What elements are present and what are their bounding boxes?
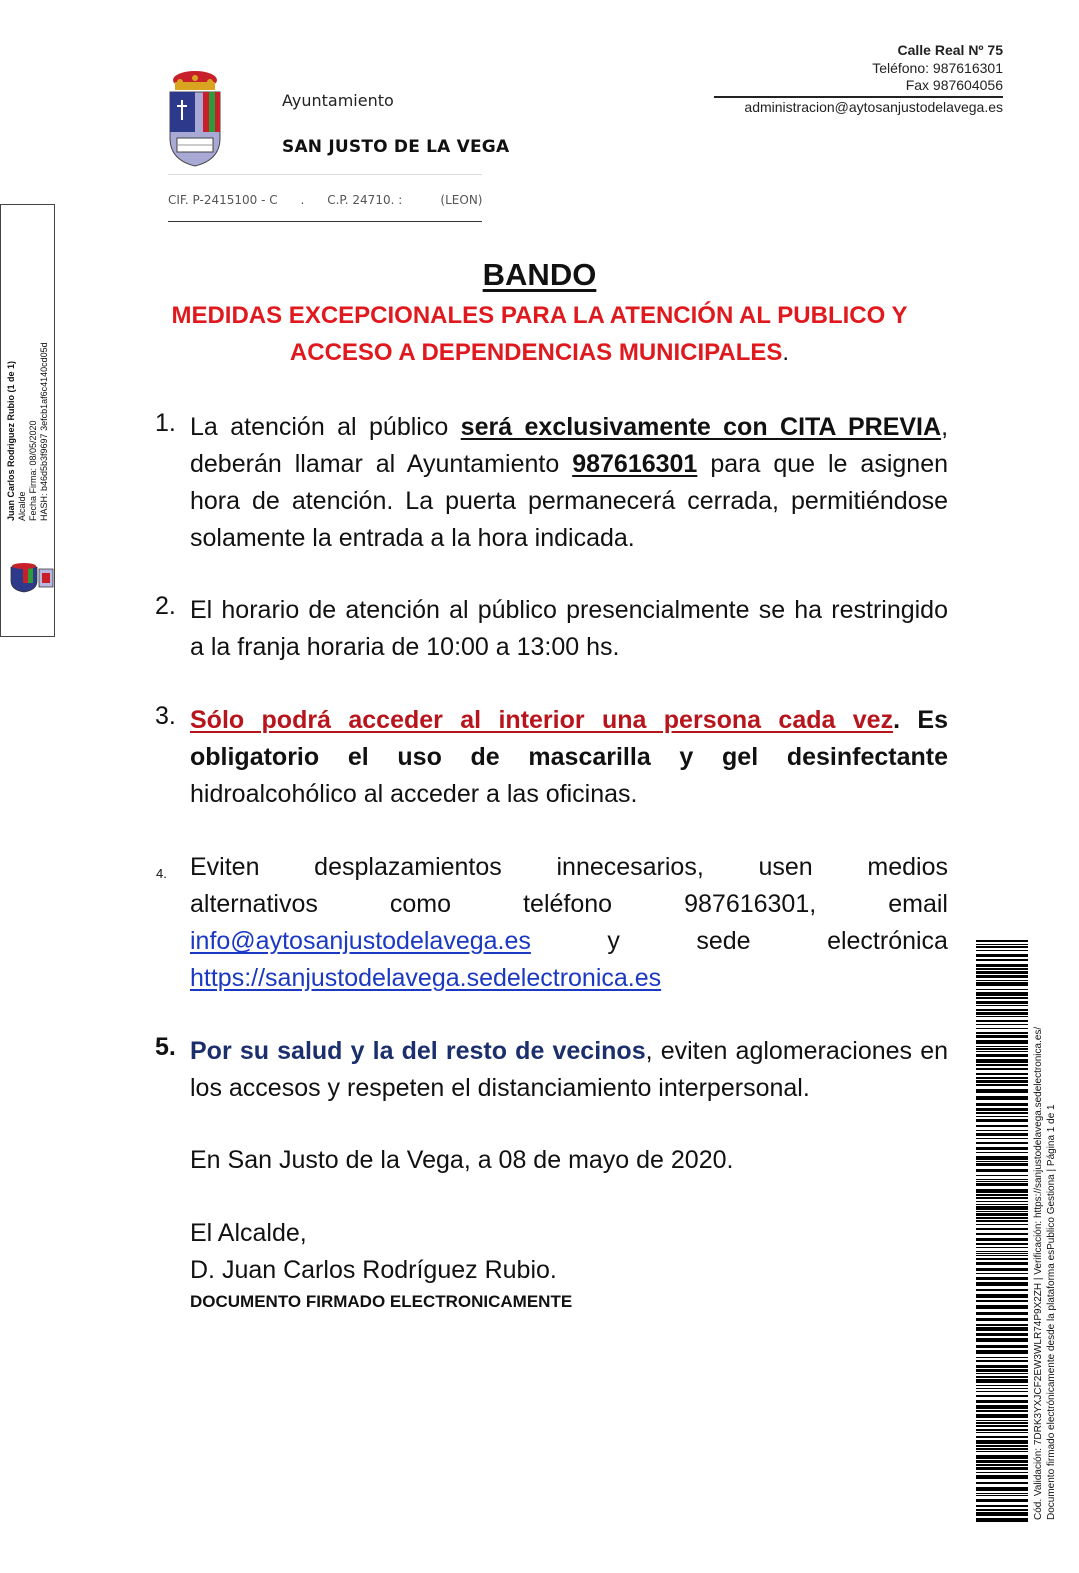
- barcode-bar: [976, 982, 1028, 986]
- barcode-bar: [976, 1400, 1028, 1403]
- barcode-bar: [976, 1130, 1028, 1131]
- cif: CIF. P-2415100 - C: [168, 193, 278, 207]
- barcode-bar: [976, 1282, 1028, 1286]
- barcode-bar: [976, 1493, 1028, 1494]
- province: (LEON): [440, 193, 483, 207]
- barcode-bar: [976, 1138, 1028, 1139]
- barcode-bar: [976, 1318, 1028, 1321]
- item-3-one-person: Sólo podrá acceder al interior una persona cada vez: [190, 706, 894, 734]
- barcode-bar: [976, 1243, 1028, 1245]
- barcode-bar: [976, 1360, 1028, 1362]
- header-divider: [168, 221, 482, 222]
- barcode-bar: [976, 1142, 1028, 1144]
- item-4-word: usen: [758, 853, 813, 881]
- item-1-part-e: para que le asignen hora de atención. La puerta permanecerá cerrada, permitiéndose solamente la entrada a la hora indicada.: [190, 450, 949, 552]
- barcode-bar: [976, 1156, 1028, 1160]
- subtitle-line-1: MEDIDAS EXCEPCIONALES PARA LA ATENCIÓN AL PUBLICO Y: [171, 302, 908, 329]
- barcode-bar: [976, 1152, 1028, 1153]
- sede-electronica-link[interactable]: https://sanjustodelavega.sedelectronica.es: [190, 964, 662, 992]
- barcode-bar: [976, 1255, 1028, 1256]
- item-4-word: teléfono: [523, 890, 613, 918]
- barcode-bar: [976, 1175, 1028, 1176]
- item-1-phone: 987616301: [572, 450, 698, 478]
- barcode-bar: [976, 1464, 1028, 1466]
- barcode-bar: [976, 964, 1028, 967]
- barcode-bar: [976, 1080, 1028, 1083]
- barcode-bar: [976, 1467, 1028, 1470]
- item-4-line-3: [190, 923, 948, 960]
- signer-role: Alcalde: [17, 491, 27, 521]
- contact-email[interactable]: administracion@aytosanjustodelavega.es: [744, 99, 1003, 115]
- barcode-bar: [976, 1035, 1028, 1038]
- signature-hash: HASH: b46d5b3f9697 3efcb1af6c4140cd05d: [39, 342, 49, 521]
- barcode-bar: [976, 1024, 1028, 1025]
- signer-name: Juan Carlos Rodriguez Rubio (1 de 1): [6, 360, 16, 521]
- barcode-bar: [976, 1365, 1028, 1368]
- barcode-bar: [976, 1016, 1028, 1017]
- item-1-part-c: , deberán llamar al Ayuntamiento: [190, 413, 949, 478]
- barcode-bar: [976, 1051, 1028, 1052]
- barcode-bar: [976, 1405, 1028, 1409]
- barcode-bar: [976, 1125, 1028, 1127]
- subtitle-line-2-text: ACCESO A DEPENDENCIAS MUNICIPALES: [289, 339, 783, 366]
- barcode-bar: [976, 1482, 1028, 1484]
- barcode-bar: [976, 1028, 1028, 1029]
- barcode-bar: [976, 1268, 1028, 1271]
- barcode-bar: [976, 1391, 1028, 1392]
- barcode-bar: [976, 1436, 1028, 1438]
- sidebar-crest-icon: [9, 563, 54, 593]
- item-4-line-2: [190, 886, 948, 923]
- barcode-bar: [976, 946, 1028, 948]
- ayuntamiento-label: Ayuntamiento: [282, 91, 394, 110]
- item-1-part-a: La atención al público: [190, 413, 461, 441]
- contact-divider: [714, 96, 1003, 98]
- barcode-bar: [976, 997, 1028, 999]
- barcode-bar: [976, 1432, 1028, 1433]
- item-4-word: 987616301,: [684, 890, 817, 918]
- contact-fax: Fax 987604056: [905, 77, 1003, 93]
- validation-platform: Documento firmado electrónicamente desde la plataforma esPublico Gestiona | Página 1 de 1: [1046, 1104, 1057, 1520]
- item-5-part-b: , eviten aglomeraciones en los accesos y respeten el distanciamiento interpersonal.: [190, 1037, 949, 1102]
- item-4-word: desplazamientos: [314, 853, 502, 881]
- subtitle-period: .: [782, 339, 790, 366]
- mayor-name: D. Juan Carlos Rodríguez Rubio.: [190, 1256, 557, 1284]
- barcode-bar: [976, 1206, 1028, 1210]
- barcode-bar: [976, 1048, 1028, 1050]
- signature-date: Fecha Firma: 08/05/2020: [28, 420, 38, 521]
- barcode-bar: [976, 1395, 1028, 1397]
- barcode-bar: [976, 1327, 1028, 1331]
- item-1-text: [190, 409, 948, 557]
- barcode-bar: [976, 1103, 1028, 1106]
- item-4-word: alternativos: [190, 890, 318, 918]
- barcode-bar: [976, 1305, 1028, 1309]
- barcode-bar: [976, 1089, 1028, 1093]
- municipal-crest-logo: [165, 68, 225, 168]
- barcode-bar: [976, 1445, 1028, 1447]
- item-5-number: 5.: [155, 1033, 176, 1061]
- barcode-bar: [976, 968, 1028, 970]
- barcode-bar: [976, 1233, 1028, 1235]
- barcode-bar: [976, 1001, 1028, 1004]
- barcode-bar: [976, 1169, 1028, 1172]
- place-date: En San Justo de la Vega, a 08 de mayo de 2020.: [190, 1146, 734, 1174]
- signed-notice: DOCUMENTO FIRMADO ELECTRONICAMENTE: [190, 1292, 573, 1311]
- item-4-word: innecesarios,: [556, 853, 704, 881]
- barcode-bar: [976, 1220, 1028, 1222]
- item-3-period: .: [893, 706, 901, 734]
- item-1-cita-previa: será exclusivamente con CITA PREVIA: [460, 413, 942, 441]
- barcode-bar: [976, 1324, 1028, 1326]
- barcode-bar: [976, 1499, 1028, 1502]
- barcode-bar: [976, 1040, 1028, 1044]
- barcode-bar: [976, 1345, 1028, 1348]
- item-3-mask-gel: Es obligatorio el uso de mascarilla y gel desinfectante: [190, 706, 949, 771]
- barcode-bar: [976, 1451, 1028, 1452]
- barcode-bar: [976, 1277, 1028, 1280]
- barcode-bar: [976, 1238, 1028, 1241]
- barcode-bar: [976, 1300, 1028, 1302]
- barcode-bar: [976, 940, 1028, 942]
- barcode-bar: [976, 1509, 1028, 1511]
- barcode-bar: [976, 1376, 1028, 1378]
- barcode-bar: [976, 1388, 1028, 1389]
- item-5-health: Por su salud y la del resto de vecinos: [190, 1037, 646, 1065]
- barcode-bar: [976, 1217, 1028, 1219]
- barcode-bar: [976, 1133, 1028, 1136]
- barcode-bar: [976, 1410, 1028, 1412]
- barcode-bar: [976, 1448, 1028, 1450]
- item-1-number: 1.: [155, 409, 176, 437]
- barcode-bar: [976, 1112, 1028, 1114]
- barcode-bar: [976, 1273, 1028, 1274]
- barcode-bar: [976, 1505, 1028, 1507]
- barcode-bar: [976, 950, 1028, 951]
- barcode-bar: [976, 1201, 1028, 1202]
- barcode-bar: [976, 1012, 1028, 1015]
- item-4-word: electrónica: [827, 927, 948, 955]
- barcode-bar: [976, 1455, 1028, 1459]
- barcode-bar: [976, 1073, 1028, 1075]
- barcode-bar: [976, 1204, 1028, 1205]
- validation-code: Cód. Validación: 7DRK3YXJCF2EW3WLR74P9X2ZH | Verificación: https://sanjustodelavega.sedelectronica.es/: [1033, 1026, 1044, 1520]
- item-2-number: 2.: [155, 592, 176, 620]
- barcode-bar: [976, 980, 1028, 981]
- barcode-bar: [976, 1181, 1028, 1182]
- item-4-word: y: [607, 927, 620, 955]
- barcode-bar: [976, 1258, 1028, 1260]
- barcode-bar: [976, 1020, 1028, 1022]
- barcode-bar: [976, 1054, 1028, 1057]
- item-4-word: como: [389, 890, 452, 918]
- contact-phone: Teléfono: 987616301: [872, 60, 1003, 76]
- barcode-bar: [976, 1425, 1028, 1427]
- barcode-bar: [976, 1183, 1028, 1186]
- barcode-bar: [976, 1116, 1028, 1117]
- barcode-bar: [976, 1084, 1028, 1086]
- barcode-bar: [976, 954, 1028, 957]
- barcode-bar: [976, 989, 1028, 990]
- ayuntamiento-name: SAN JUSTO DE LA VEGA: [282, 137, 510, 157]
- barcode-bar: [976, 1440, 1028, 1444]
- barcode-bar: [976, 1179, 1028, 1180]
- barcode-bar: [976, 1213, 1028, 1216]
- barcode-bar: [976, 1005, 1028, 1006]
- item-3-text: [190, 702, 948, 813]
- barcode-bar: [976, 1119, 1028, 1122]
- barcode-bar: [976, 1009, 1028, 1011]
- barcode-bar: [976, 1472, 1028, 1473]
- barcode-bar: [976, 1247, 1028, 1248]
- postal-code: C.P. 24710. :: [327, 193, 403, 207]
- barcode-bar: [976, 1253, 1028, 1254]
- subtitle-line-2: [0, 339, 1079, 367]
- barcode-bar: [976, 1046, 1028, 1047]
- item-4-word: medios: [867, 853, 948, 881]
- barcode-bar: [976, 1487, 1028, 1491]
- item-4-word: Eviten: [190, 853, 260, 881]
- barcode-bar: [976, 1262, 1028, 1265]
- barcode-bar: [976, 1495, 1028, 1496]
- barcode-bar: [976, 1385, 1028, 1386]
- barcode-bar: [976, 1161, 1028, 1162]
- barcode-bar: [976, 1422, 1028, 1424]
- barcode-bar: [976, 975, 1028, 978]
- barcode-bar: [976, 1096, 1028, 1100]
- cif-line: [168, 193, 482, 207]
- barcode-bar: [976, 1357, 1028, 1358]
- item-3-number: 3.: [155, 702, 176, 730]
- barcode-bar: [976, 1211, 1028, 1212]
- validation-barcode: [976, 940, 1028, 1525]
- barcode-bar: [976, 1369, 1028, 1372]
- barcode-bar: [976, 1189, 1028, 1193]
- barcode-bar: [976, 1373, 1028, 1374]
- barcode-bar: [976, 1197, 1028, 1199]
- barcode-bar: [976, 1064, 1028, 1066]
- barcode-bar: [976, 1068, 1028, 1070]
- item-5-text: [190, 1033, 948, 1107]
- barcode-bar: [976, 1147, 1028, 1150]
- item-4-line-1: [190, 849, 948, 886]
- barcode-bar: [976, 1251, 1028, 1252]
- barcode-bar: [976, 1379, 1028, 1383]
- item-4-word: sede: [696, 927, 751, 955]
- barcode-bar: [976, 1289, 1028, 1291]
- item-4-line-4: [190, 960, 948, 997]
- item-3-part-d: hidroalcohólico al acceder a las oficinas.: [190, 780, 638, 808]
- barcode-bar: [976, 1059, 1028, 1063]
- barcode-bar: [976, 959, 1028, 961]
- header-top-divider: [168, 174, 482, 175]
- barcode-bar: [976, 1194, 1028, 1196]
- barcode-bar: [976, 944, 1028, 945]
- barcode-bar: [976, 1224, 1028, 1225]
- barcode-bar: [976, 1163, 1028, 1166]
- barcode-bar: [976, 1294, 1028, 1298]
- barcode-bar: [976, 1475, 1028, 1479]
- item-2-text: El horario de atención al público presencialmente se ha restringido a la franja horaria de 10:00 a 13:00 hs.: [190, 596, 948, 661]
- barcode-bar: [976, 992, 1028, 996]
- barcode-bar: [976, 1350, 1028, 1354]
- barcode-bar: [976, 1420, 1028, 1421]
- barcode-bar: [976, 1312, 1028, 1315]
- barcode-bar: [976, 1108, 1028, 1111]
- item-4-word: email: [888, 890, 948, 918]
- barcode-bar: [976, 971, 1028, 974]
- barcode-bar: [976, 1338, 1028, 1342]
- item-4-number: 4.: [156, 866, 167, 881]
- barcode-bar: [976, 1518, 1028, 1522]
- barcode-bar: [976, 1429, 1028, 1431]
- barcode-bar: [976, 1077, 1028, 1079]
- barcode-bar: [976, 1032, 1028, 1034]
- barcode-bar: [976, 1333, 1028, 1336]
- closing-role: El Alcalde,: [190, 1219, 307, 1247]
- barcode-bar: [976, 1512, 1028, 1516]
- bando-title: BANDO: [482, 257, 597, 292]
- info-email-link[interactable]: info@aytosanjustodelavega.es: [190, 927, 531, 955]
- barcode-bar: [976, 1460, 1028, 1463]
- barcode-bar: [976, 1228, 1028, 1230]
- barcode-bar: [976, 1414, 1028, 1418]
- contact-street: Calle Real Nº 75: [897, 42, 1003, 58]
- cif-separator: .: [300, 193, 305, 207]
